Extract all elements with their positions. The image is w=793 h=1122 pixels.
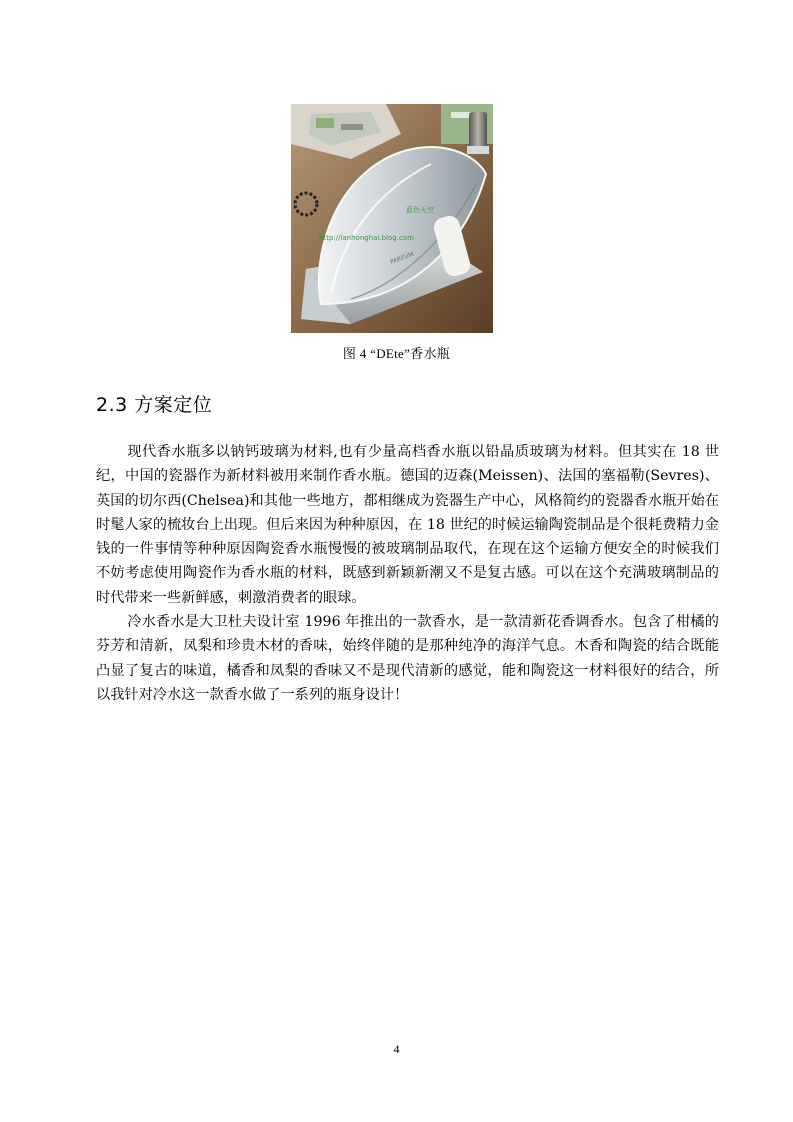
paragraph: 冷水香水是大卫杜夫设计室 1996 年推出的一款香水，是一款清新花香调香水。包含了柑橘的芬芳和清新，凤梨和珍贵木材的香味，始终伴随的是那种纯净的海洋气息。木香和陶瓷的结合既能凸显了复古的味道，橘香和凤梨的香味又不是现代清新的感觉，能和陶瓷这一材料很好的结合，所以我针对冷水这一款香水做了一系列的瓶身设计！	[96, 614, 719, 703]
figure-caption: 图 4 “DEte”香水瓶	[342, 346, 451, 361]
section-body	[96, 440, 719, 707]
paragraph: 现代香水瓶多以钠钙玻璃为材料,也有少量高档香水瓶以铅晶质玻璃为材料。但其实在 18 世纪，中国的瓷器作为新材料被用来制作香水瓶。德国的迈森(Meissen)、法国的塞福勒(Sevres)、英国的切尔西(Chelsea)和其他一些地方，都相继成为瓷器生产中心，风格简约的瓷器香水瓶开始在时髦人家的梳妆台上出现。但后来因为种种原因，在 18 世纪的时候运输陶瓷制品是个很耗费精力金钱的一件事情等种种原因陶瓷香水瓶慢慢的被玻璃制品取代，在现在这个运输方便安全的时候我们不妨考虑使用陶瓷作为香水瓶的材料，既感到新颖新潮又不是复古感。可以在这个充满玻璃制品的时代带来一些新鲜感，刺激消费者的眼球。	[96, 444, 719, 606]
section-heading: 2.3 方案定位	[96, 394, 213, 416]
bottle-engraving: PARFUM	[389, 250, 415, 266]
watermark-title: 蓝色天空	[406, 206, 434, 214]
page-number: 4	[393, 1042, 400, 1056]
watermark-url: http://lanhonghai.blog.com	[319, 234, 414, 242]
perfume-bottle-photo	[291, 104, 493, 333]
